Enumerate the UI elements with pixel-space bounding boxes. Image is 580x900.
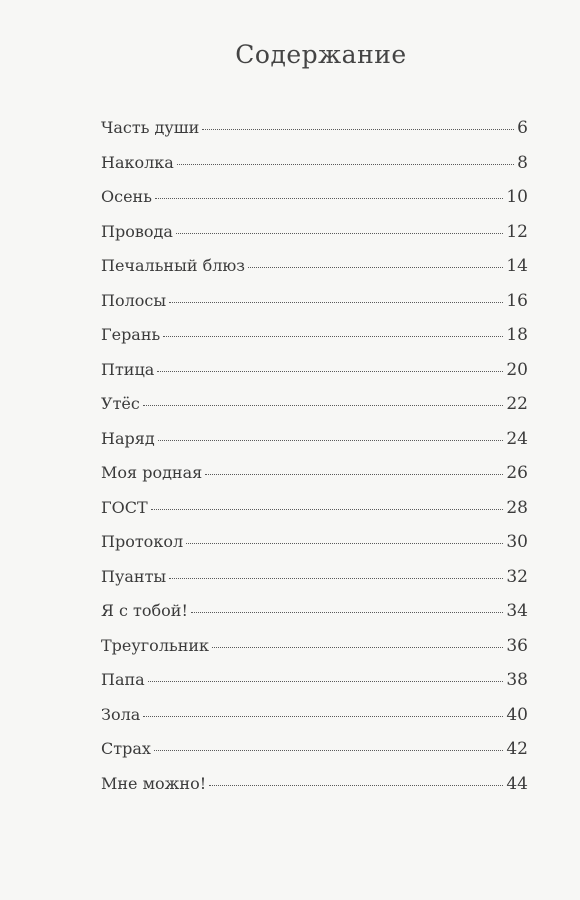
dot-leader bbox=[148, 681, 504, 682]
page-title: Содержание bbox=[235, 40, 407, 69]
toc-entry-title: Мне можно! bbox=[101, 773, 207, 793]
toc-entry[interactable] bbox=[101, 153, 528, 188]
toc-entry-title: Осень bbox=[101, 187, 152, 206]
dot-leader bbox=[186, 543, 503, 544]
toc-entry[interactable] bbox=[101, 532, 528, 567]
toc-entry[interactable] bbox=[101, 222, 528, 257]
toc-entry-page-number: 44 bbox=[506, 773, 528, 794]
toc-entry-page-number: 32 bbox=[506, 566, 528, 587]
toc-entry-page-number: 6 bbox=[517, 118, 528, 138]
toc-entry-title: Страх bbox=[101, 739, 151, 758]
toc-entry[interactable] bbox=[101, 325, 528, 360]
dot-leader bbox=[176, 233, 504, 234]
toc-entry-page-number: 42 bbox=[506, 739, 528, 759]
toc-entry-title: Птица bbox=[101, 359, 155, 379]
dot-leader bbox=[205, 474, 503, 475]
dot-leader bbox=[151, 509, 504, 510]
toc-entry-title: Провода bbox=[101, 221, 173, 241]
toc-entry-page-number: 40 bbox=[506, 704, 528, 725]
toc-entry-page-number: 30 bbox=[506, 532, 528, 552]
toc-entry-title: Треугольник bbox=[101, 635, 210, 655]
toc-entry[interactable] bbox=[101, 429, 528, 464]
toc-entry[interactable] bbox=[101, 118, 528, 153]
dot-leader bbox=[209, 785, 503, 786]
dot-leader bbox=[157, 371, 503, 372]
toc-entry-page-number: 34 bbox=[506, 601, 528, 621]
dot-leader bbox=[154, 750, 503, 751]
toc-entry-title: Часть души bbox=[101, 118, 200, 137]
toc-entry[interactable] bbox=[101, 601, 528, 636]
toc-entry-page-number: 38 bbox=[506, 670, 528, 690]
dot-leader bbox=[143, 405, 504, 406]
toc-entry-title: Зола bbox=[101, 704, 141, 724]
dot-leader bbox=[163, 336, 503, 337]
toc-entry[interactable] bbox=[101, 636, 528, 671]
toc-entry[interactable] bbox=[101, 670, 528, 705]
toc-entry-title: Герань bbox=[101, 325, 161, 344]
toc-entry-title: Печальный блюз bbox=[101, 256, 246, 275]
toc-entry-page-number: 14 bbox=[506, 256, 528, 276]
dot-leader bbox=[155, 198, 503, 199]
toc-entry-page-number: 24 bbox=[506, 428, 528, 449]
dot-leader bbox=[177, 164, 514, 165]
toc-entry[interactable] bbox=[101, 705, 528, 740]
toc-entry-page-number: 10 bbox=[506, 187, 528, 207]
toc-entry-page-number: 8 bbox=[517, 152, 528, 173]
toc-entry-page-number: 18 bbox=[506, 325, 528, 345]
toc-entry-page-number: 12 bbox=[506, 221, 528, 242]
toc-entry-title: Папа bbox=[101, 670, 145, 689]
dot-leader bbox=[212, 647, 503, 648]
toc-entry-title: Я с тобой! bbox=[101, 601, 188, 620]
dot-leader bbox=[169, 578, 503, 579]
toc-entry-page-number: 28 bbox=[506, 497, 528, 518]
dot-leader bbox=[158, 440, 504, 441]
toc-entry[interactable] bbox=[101, 291, 528, 326]
toc-entry-page-number: 22 bbox=[506, 394, 528, 414]
toc-entry[interactable] bbox=[101, 567, 528, 602]
toc-entry[interactable] bbox=[101, 739, 528, 774]
toc-entry-title: Утёс bbox=[101, 394, 140, 413]
toc-entry[interactable] bbox=[101, 187, 528, 222]
dot-leader bbox=[202, 129, 514, 130]
toc-entry-page-number: 36 bbox=[506, 635, 528, 656]
toc-entry-title: Моя родная bbox=[101, 463, 203, 482]
toc-entry-title: Пуанты bbox=[101, 566, 167, 586]
table-of-contents bbox=[101, 118, 528, 808]
toc-entry[interactable] bbox=[101, 360, 528, 395]
dot-leader bbox=[169, 302, 503, 303]
toc-entry-title: Полосы bbox=[101, 290, 167, 310]
toc-entry-title: Наряд bbox=[101, 428, 155, 448]
toc-entry[interactable] bbox=[101, 498, 528, 533]
dot-leader bbox=[191, 612, 503, 613]
dot-leader bbox=[248, 267, 503, 268]
dot-leader bbox=[143, 716, 503, 717]
toc-entry-page-number: 16 bbox=[506, 290, 528, 311]
toc-entry[interactable] bbox=[101, 774, 528, 809]
toc-entry[interactable] bbox=[101, 256, 528, 291]
toc-entry-title: Наколка bbox=[101, 152, 174, 172]
toc-entry-title: Протокол bbox=[101, 532, 184, 551]
toc-entry[interactable] bbox=[101, 394, 528, 429]
toc-entry[interactable] bbox=[101, 463, 528, 498]
toc-entry-page-number: 26 bbox=[506, 463, 528, 483]
toc-entry-title: ГОСТ bbox=[101, 497, 148, 517]
toc-entry-page-number: 20 bbox=[506, 359, 528, 380]
